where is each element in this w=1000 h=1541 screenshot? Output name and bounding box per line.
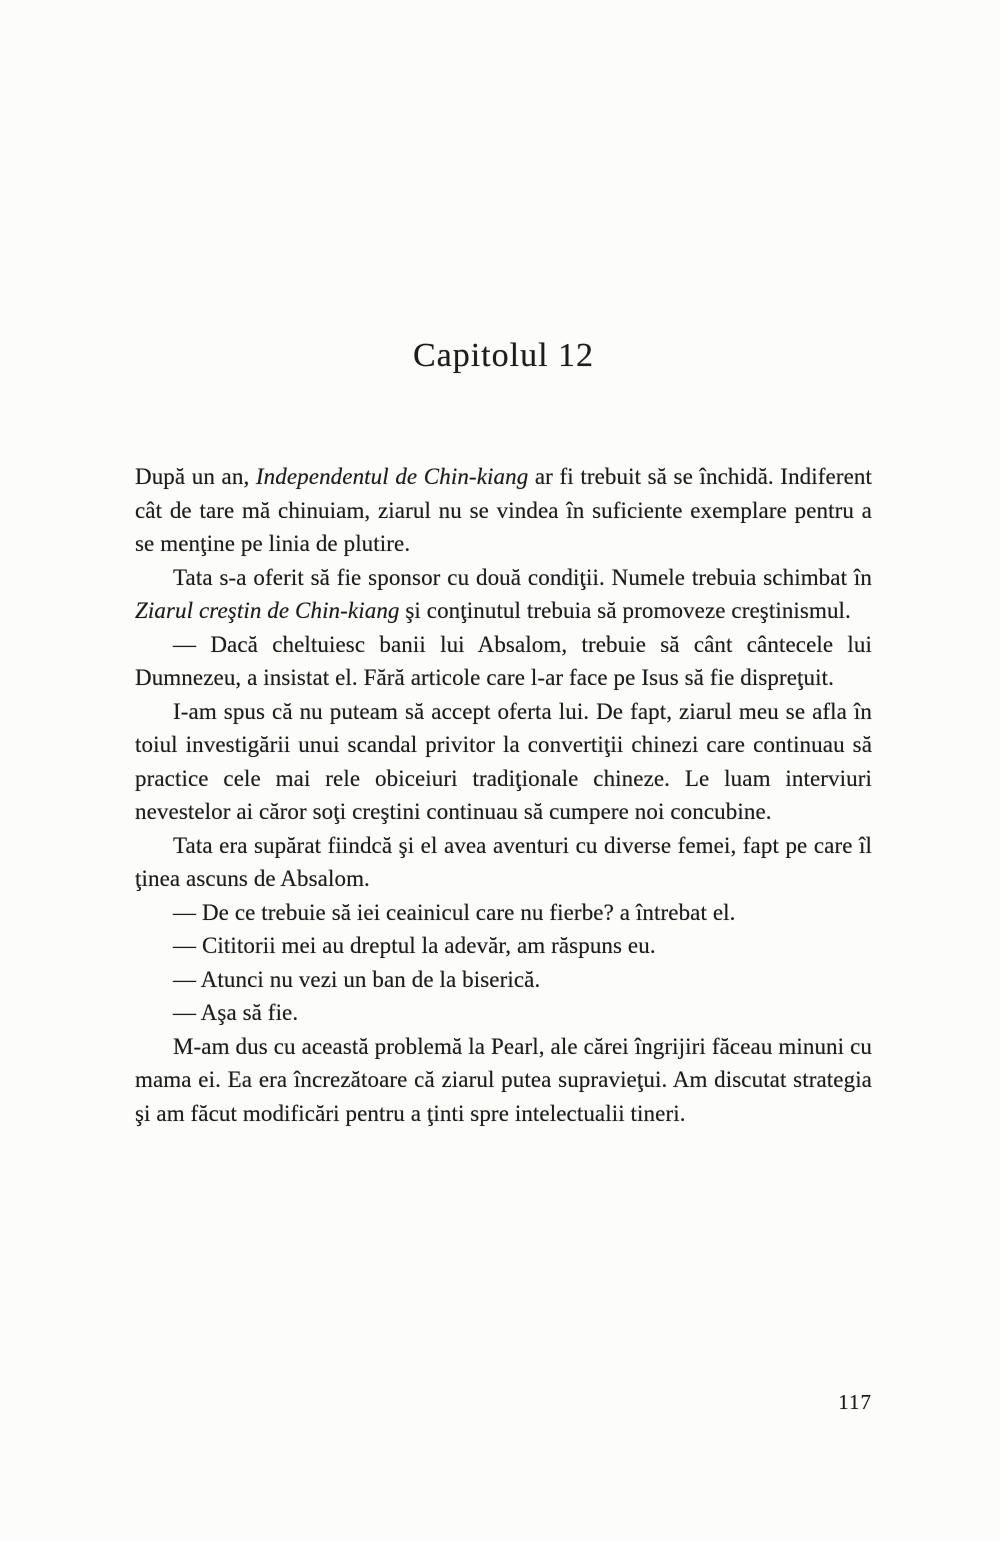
paragraph <box>135 1030 872 1131</box>
italic-text-run: Independentul de Chin-kiang <box>255 464 529 489</box>
paragraph <box>135 829 872 896</box>
text-run: — Dacă cheltuiesc banii lui Absalom, trebuie să cânt cântecele lui Dumnezeu, a insistat el. Fără articole care l-ar face pe Isus să fie dispreţuit. <box>135 631 872 690</box>
text-run: Tata era supărat fiindcă şi el avea aventuri cu diverse femei, fapt pe care îl ţinea ascuns de Absalom. <box>135 832 872 891</box>
page-number: 117 <box>838 1390 872 1414</box>
paragraph <box>135 963 872 997</box>
paragraph <box>135 996 872 1030</box>
text-run: ar fi trebuit să se închidă. Indiferent cât de tare mă chinuiam, ziarul nu se vindea în suficiente exemplare pentru a se menţine pe linia de plutire. <box>135 464 872 556</box>
paragraph <box>135 896 872 930</box>
text-run: — Cititorii mei au dreptul la adevăr, am răspuns eu. <box>173 933 656 958</box>
paragraph <box>135 628 872 695</box>
paragraph <box>135 695 872 829</box>
text-run: — Aşa să fie. <box>173 1000 299 1025</box>
chapter-title: Capitolul 12 <box>412 337 595 374</box>
text-run: Tata s-a oferit să fie sponsor cu două condiţii. Numele trebuia schimbat în <box>173 564 872 590</box>
text-run: I-am spus că nu puteam să accept oferta lui. De fapt, ziarul meu se afla în toiul investigării unui scandal privitor la convertiţii chinezi care continuau să practice cele mai rele obiceiuri tradiţionale chineze. Le luam interviuri nevestelor ai căror soţi creştini continuau să cumpere noi concubine. <box>135 698 872 824</box>
text-run: După un an, <box>135 464 256 489</box>
text-block <box>135 460 872 1130</box>
paragraph <box>135 561 872 628</box>
text-run: — Atunci nu vezi un ban de la biserică. <box>173 966 541 992</box>
text-run: — De ce trebuie să iei ceainicul care nu fierbe? a întrebat el. <box>173 899 736 925</box>
paragraph <box>135 460 872 561</box>
paragraph <box>135 929 872 963</box>
text-run: M-am dus cu această problemă la Pearl, ale cărei îngrijiri făceau minuni cu mama ei. Ea era încrezătoare că ziarul putea supravieţui. Am discutat strategia şi am făcut modificări pentru a ţinti spre intelectualii tineri. <box>135 1033 872 1126</box>
italic-text-run: Ziarul creştin de Chin-kiang <box>135 598 400 623</box>
text-run: şi conţinutul trebuia să promoveze creştinismul. <box>399 598 851 623</box>
